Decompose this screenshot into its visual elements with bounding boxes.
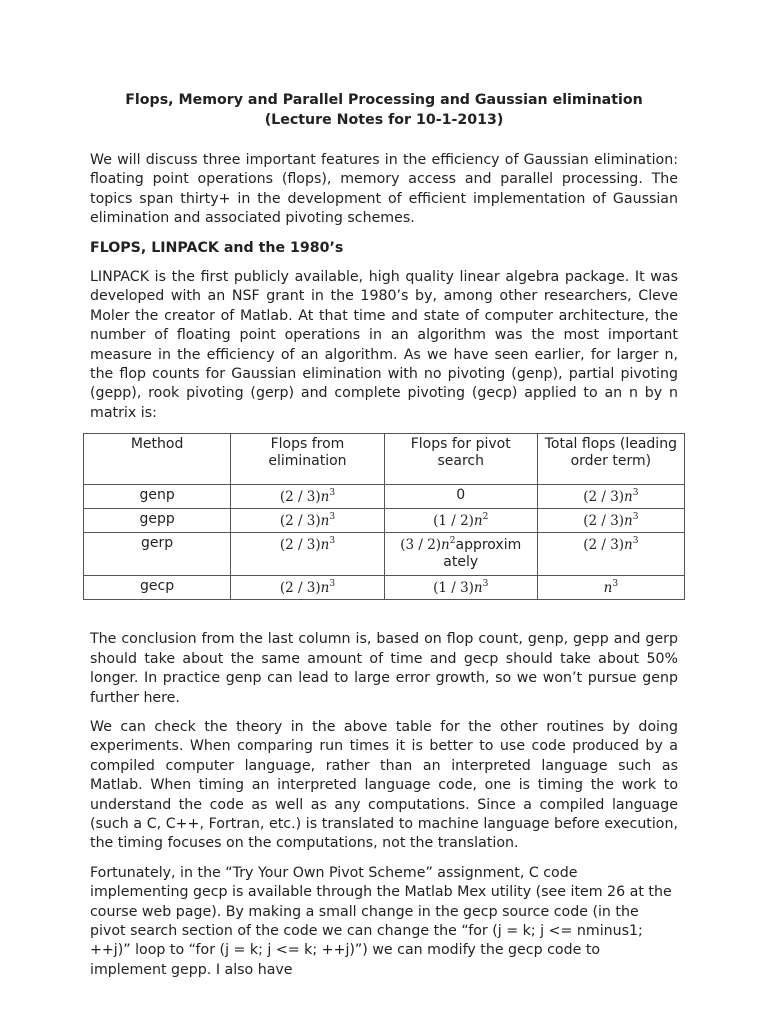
total-var: n xyxy=(603,580,613,597)
pivot-text: 0 xyxy=(456,487,466,504)
total-cell xyxy=(537,509,684,533)
method-cell: genp xyxy=(84,485,231,509)
pivot-coef: (3 / 2) xyxy=(400,537,442,554)
header-total: Total flops (leading order term) xyxy=(537,434,684,485)
flop-count-table xyxy=(83,433,685,600)
document-page xyxy=(90,90,678,980)
experiments-paragraph: We can check the theory in the above table for the other routines by doing experiments. When comparing run times it is better to use code produced by a compiled computer language, rather than an interpreted language such as Matlab. When timing an interpreted language code, one is timing the work to understand the code as well as any computations. Since a compiled language (such a C, C++, Fortran, etc.) is translated to machine language before execution, the timing focuses on the computations, not the translation. xyxy=(90,718,678,852)
total-var: n xyxy=(624,513,633,530)
elim-coef: (2 / 3) xyxy=(279,537,321,554)
header-method: Method xyxy=(84,434,231,485)
pivot-note: approximately xyxy=(443,537,522,571)
header-elimination: Flops from elimination xyxy=(231,434,385,485)
conclusion-paragraph: The conclusion from the last column is, based on flop count, genp, gepp and gerp should take about the same amount of time and gecp should take about 50% longer. In practice genp can lead to large error growth, so we won’t pursue genp further here. xyxy=(90,631,678,706)
total-exp: 3 xyxy=(632,536,639,547)
method-cell: gecp xyxy=(84,576,231,600)
pivot-cell xyxy=(384,509,537,533)
method-cell: gepp xyxy=(84,509,231,533)
total-var: n xyxy=(624,489,633,506)
document-title: Flops, Memory and Parallel Processing and Gaussian elimination (Lecture Notes for 10-1-2013) xyxy=(125,92,643,128)
pivot-cell xyxy=(384,533,537,576)
elim-exp: 3 xyxy=(329,536,336,547)
elim-exp: 3 xyxy=(329,512,336,523)
elim-cell xyxy=(231,533,385,576)
elim-exp: 3 xyxy=(329,488,336,499)
pivot-exp: 3 xyxy=(482,579,489,590)
elim-var: n xyxy=(320,489,330,506)
total-cell xyxy=(537,533,684,576)
total-cell xyxy=(537,485,684,509)
elim-coef: (2 / 3) xyxy=(279,513,321,530)
pivot-coef: (1 / 2) xyxy=(433,513,474,530)
table-row xyxy=(84,576,685,600)
total-coef: (2 / 3) xyxy=(583,489,625,506)
total-exp: 3 xyxy=(632,512,639,523)
linpack-paragraph: LINPACK is the first publicly available, high quality linear algebra package. It was developed with an NSF grant in the 1980’s by, among other researchers, Cleve Moler the creator of Matlab. At that time and state of computer architecture, the number of floating point operations in an algorithm was the most important measure in the efficiency of an algorithm. As we have seen earlier, for larger n, the flop counts for Gaussian elimination with no pivoting (genp), partial pivoting (gepp), rook pivoting (gerp) and complete pivoting (gecp) applied to an n by n matrix is: xyxy=(90,269,678,421)
total-coef: (2 / 3) xyxy=(583,513,625,530)
elim-var: n xyxy=(320,580,330,597)
elim-cell xyxy=(231,576,385,600)
table-header-row xyxy=(84,434,685,485)
method-cell: gerp xyxy=(84,533,231,576)
total-exp: 3 xyxy=(632,488,639,499)
intro-paragraph: We will discuss three important features in the efficiency of Gaussian elimination: floating point operations (flops), memory access and parallel processing. The topics span thirty+ in the development of efficient implementation of Gaussian elimination and associated pivoting schemes. xyxy=(90,152,678,227)
elim-cell xyxy=(231,485,385,509)
table-row xyxy=(84,509,685,533)
pivot-exp: 2 xyxy=(449,536,456,547)
pivot-coef: (1 / 3) xyxy=(433,580,474,597)
total-coef: (2 / 3) xyxy=(583,537,625,554)
pivot-var: n xyxy=(473,580,483,597)
elim-var: n xyxy=(320,537,330,554)
pivot-var: n xyxy=(473,513,483,530)
header-pivot-search: Flops for pivot search xyxy=(384,434,537,485)
section-heading: FLOPS, LINPACK and the 1980’s xyxy=(90,239,344,256)
total-cell xyxy=(537,576,684,600)
elim-coef: (2 / 3) xyxy=(279,580,321,597)
pivot-var: n xyxy=(441,537,450,554)
table-row xyxy=(84,485,685,509)
elim-coef: (2 / 3) xyxy=(279,489,321,506)
elim-exp: 3 xyxy=(329,579,336,590)
total-var: n xyxy=(624,537,633,554)
total-exp: 3 xyxy=(612,579,619,590)
pivot-scheme-paragraph: Fortunately, in the “Try Your Own Pivot Scheme” assignment, C code implementing gecp is available through the Matlab Mex utility (see item 26 at the course web page). By making a small change in the gecp source code (in the pivot search section of the code we can change the “for (j = k; j <= nminus1; ++j)” loop to “for (j = k; j <= k; ++j)”) we can modify the gecp code to implement gepp. I also have xyxy=(90,864,672,978)
elim-cell xyxy=(231,509,385,533)
pivot-cell xyxy=(384,485,537,509)
table-row xyxy=(84,533,685,576)
pivot-exp: 2 xyxy=(482,512,489,523)
elim-var: n xyxy=(320,513,330,530)
pivot-cell xyxy=(384,576,537,600)
